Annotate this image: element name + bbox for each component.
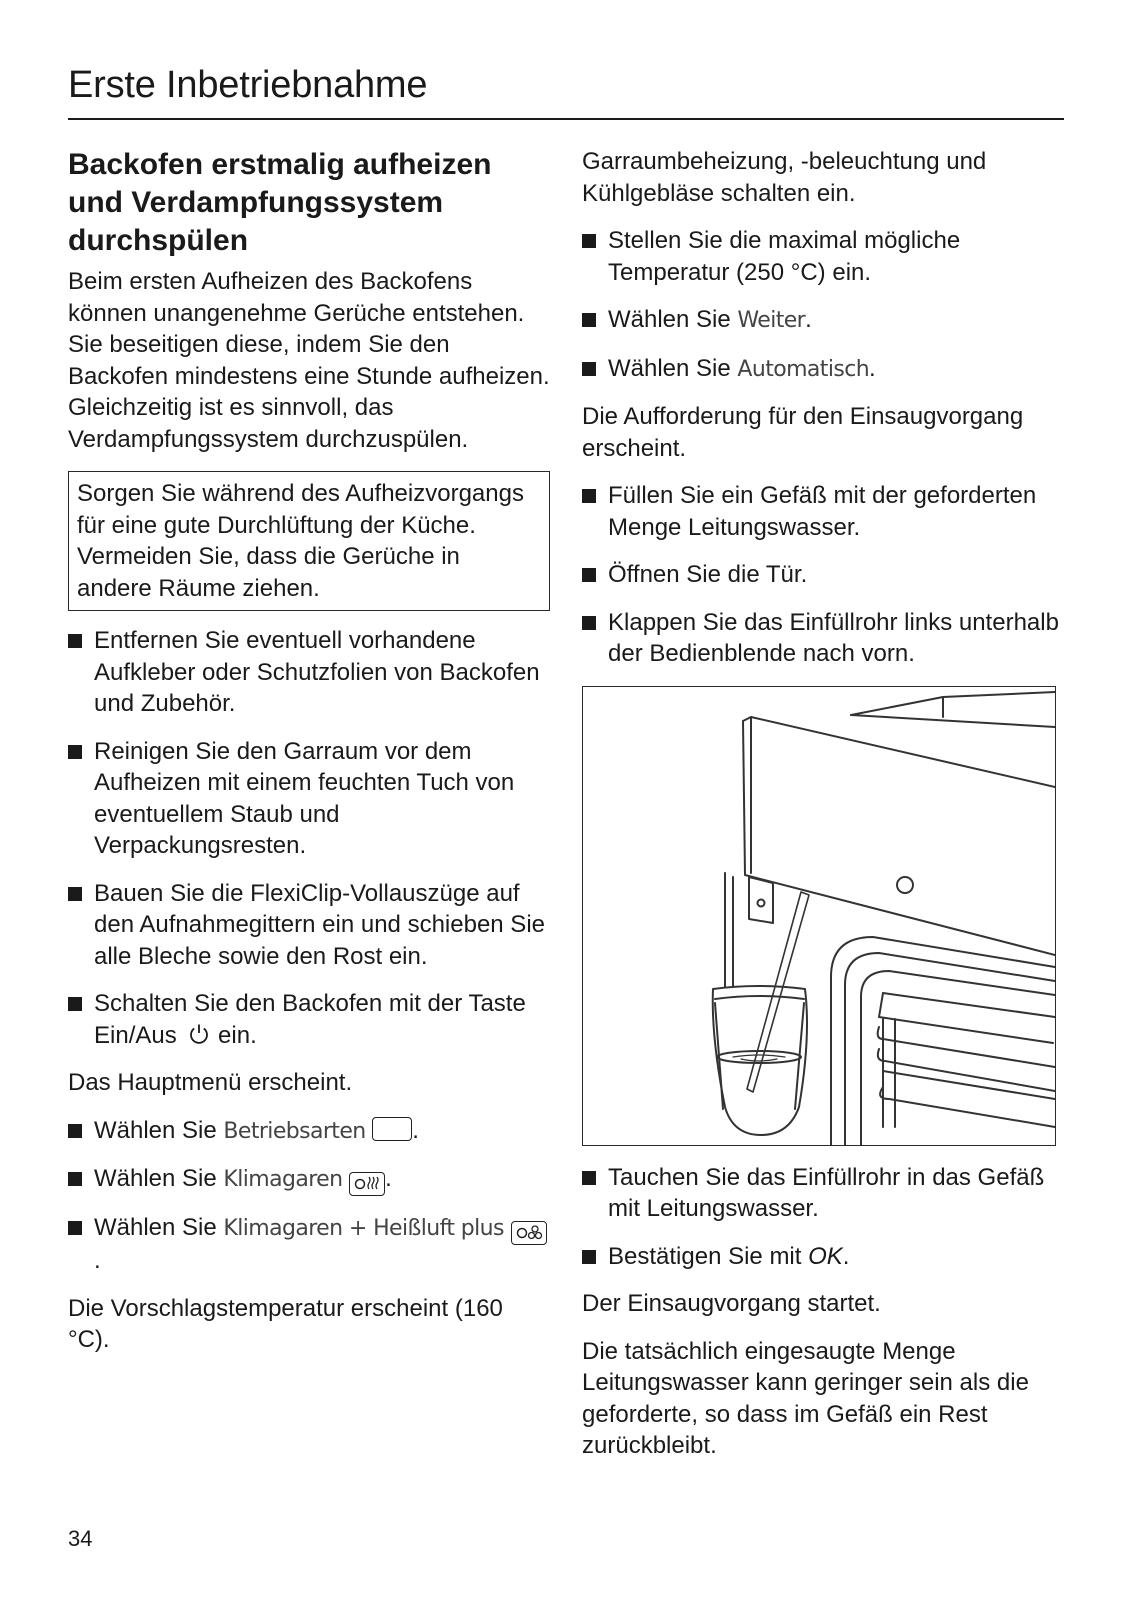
- remainder-text: Die tatsächlich eingesaugte Menge Leitungswasser kann geringer sein als die geforderte, so dass im Gefäß ein Rest zurückbleibt.: [582, 1337, 1029, 1459]
- step-select-climate-fan-plus: [68, 1212, 550, 1277]
- period: .: [842, 1242, 850, 1270]
- select-label: Wählen Sie: [94, 1214, 224, 1241]
- bullet-square-icon: [68, 1172, 82, 1186]
- select-label: Wählen Sie: [608, 354, 738, 382]
- bullet-square-icon: [582, 362, 596, 376]
- step-switch-on: [68, 988, 550, 1051]
- intake-prompt-text: Die Aufforderung für den Einsaugvorgang erscheint.: [582, 403, 1024, 462]
- step-text: Entfernen Sie eventuell vorhandene Aufkleber oder Schutzfolien von Backofen und Zubehör.: [94, 627, 540, 717]
- bullet-square-icon: [582, 616, 596, 630]
- select-label: Wählen Sie: [94, 1116, 224, 1144]
- step-text: Öffnen Sie die Tür.: [608, 561, 808, 588]
- step-select-climate-cooking: [68, 1163, 550, 1196]
- select-label: Wählen Sie: [94, 1165, 224, 1192]
- page-title: Erste Inbetriebnahme: [68, 64, 428, 106]
- fan-plus-icon: [511, 1221, 547, 1245]
- bullet-square-icon: [582, 1171, 596, 1185]
- operating-modes-icon: [372, 1117, 412, 1141]
- intake-started-text: Der Einsaugvorgang startet.: [582, 1290, 881, 1317]
- heating-on-text: Garraumbeheizung, -beleuchtung und Kühlgebläse schalten ein.: [582, 148, 987, 207]
- oven-glass-drawing: [583, 687, 1055, 1145]
- select-label: Wählen Sie: [608, 306, 738, 333]
- step-open-door: [582, 559, 1062, 591]
- step-select-weiter: [582, 304, 1062, 337]
- step-text: Stellen Sie die maximal mögliche Temperatur (250 °C) ein.: [608, 227, 961, 286]
- bullet-square-icon: [68, 1221, 82, 1235]
- step-text: Reinigen Sie den Garraum vor dem Aufheizen mit einem feuchten Tuch von eventuellem Staub und Verpackungsresten.: [94, 737, 515, 859]
- note-line-2: Vermeiden Sie, dass die Gerüche in andere Räume ziehen.: [77, 543, 460, 602]
- note-line-1: Sorgen Sie während des Aufheizvorgangs für eine gute Durchlüftung der Küche.: [77, 480, 524, 539]
- period: .: [869, 354, 876, 382]
- menu-item-climate-cooking: Klimagaren: [223, 1167, 343, 1192]
- menu-item-operating-modes: Betriebsarten: [223, 1118, 366, 1144]
- bullet-square-icon: [68, 634, 82, 648]
- bullet-square-icon: [68, 1124, 82, 1138]
- bullet-square-icon: [582, 489, 596, 503]
- suggested-temperature-text: Die Vorschlagstemperatur erscheint (160 °C).: [68, 1294, 503, 1353]
- menu-item-climate-fan-plus: Klimagaren + Heißluft plus: [223, 1216, 504, 1241]
- step-text-end: ein.: [211, 1021, 257, 1049]
- step-set-temperature: [582, 225, 1062, 288]
- step-confirm-ok: [582, 1241, 1062, 1273]
- bullet-square-icon: [68, 887, 82, 901]
- step-install-runners: [68, 878, 550, 973]
- step-select-operating-modes: [68, 1115, 550, 1148]
- page-number: 34: [68, 1526, 93, 1551]
- title-divider: [68, 118, 1064, 120]
- left-column: [68, 146, 550, 1372]
- section-heading: Backofen erstmalig aufheizen und Verdampfungssystem durchspülen: [68, 148, 492, 257]
- menu-item-weiter: Weiter: [737, 308, 806, 333]
- period: .: [805, 306, 812, 333]
- period: .: [94, 1247, 101, 1274]
- intro-paragraph: Beim ersten Aufheizen des Backofens können unangenehme Gerüche entstehen. Sie beseitigen diese, indem Sie den Backofen mindestens eine Stunde aufheizen. Gleichzeitig ist es sinnvoll, das Verdampfungssystem durchzuspülen.: [68, 268, 550, 453]
- step-text: Bauen Sie die FlexiClip-Vollauszüge auf den Aufnahmegittern ein und schieben Sie alle Bleche sowie den Rost ein.: [94, 879, 545, 970]
- step-text: Bestätigen Sie mit: [608, 1242, 809, 1270]
- step-text: Füllen Sie ein Gefäß mit der geforderten Menge Leitungswasser.: [608, 482, 1037, 541]
- step-dip-pipe: [582, 1162, 1062, 1225]
- step-remove-stickers: [68, 625, 550, 720]
- menu-item-automatic: Automatisch: [737, 356, 870, 382]
- filling-pipe-illustration: [582, 686, 1056, 1146]
- ok-key-label: OK: [808, 1242, 843, 1270]
- period: .: [412, 1116, 419, 1144]
- bullet-square-icon: [582, 313, 596, 327]
- bullet-square-icon: [582, 1250, 596, 1264]
- bullet-square-icon: [582, 234, 596, 248]
- climate-cooking-icon: [349, 1172, 385, 1196]
- bullet-square-icon: [582, 568, 596, 582]
- step-fold-out-pipe: [582, 607, 1062, 670]
- step-text: Klappen Sie das Einfüllrohr links unterhalb der Bedienblende nach vorn.: [608, 608, 1059, 667]
- step-clean-oven: [68, 736, 550, 862]
- step-fill-container: [582, 480, 1062, 543]
- bullet-square-icon: [68, 745, 82, 759]
- step-text: Tauchen Sie das Einfüllrohr in das Gefäß mit Leitungswasser.: [608, 1163, 1045, 1222]
- bullet-square-icon: [68, 997, 82, 1011]
- period: .: [385, 1165, 392, 1192]
- right-column: [582, 146, 1062, 1478]
- power-icon: [187, 1022, 211, 1046]
- ventilation-note-box: [68, 471, 550, 611]
- step-select-automatic: [582, 353, 1062, 386]
- step-text: Schalten Sie den Backofen mit der Taste Ein/Aus: [94, 990, 526, 1049]
- main-menu-text: Das Hauptmenü erscheint.: [68, 1069, 353, 1096]
